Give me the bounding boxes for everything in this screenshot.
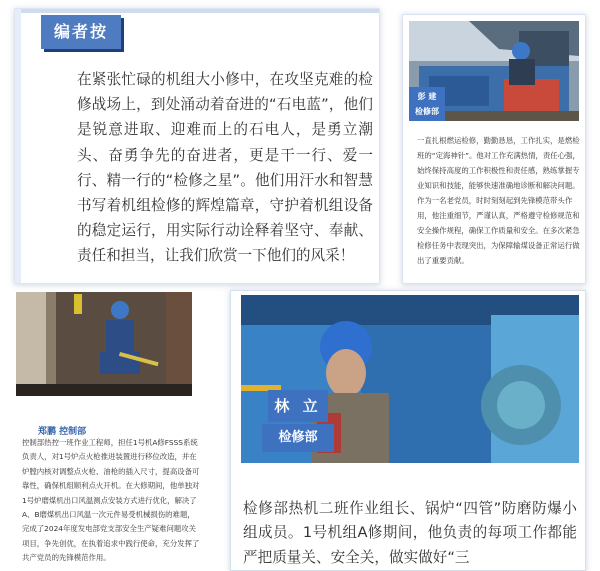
profile-name: 彭 建 bbox=[417, 92, 437, 101]
profile-card-peng-jian bbox=[402, 14, 586, 284]
profile-body: 控制部热控一班作业工程师，担任1号机A修FSSS系统负责人，对1号炉点火枪推进装置进行移位改造，并在炉膛内核对调整点火枪、油枪的插入尺寸，提高设备可靠性，确保机组顺利点火开机。在大修期间，他单独对1号炉磨煤机出口风温测点安装方式进行优化，解决了A、B磨煤机出口风温一次元件易受机械损伤的难题，完成了2024年度发电部党支部安全生产疑难问题攻关项目，争先创优，在执着追求中践行使命，充分发挥了共产党员的先锋模范作用。 bbox=[22, 438, 200, 563]
editor-note-title: 编者按 bbox=[41, 15, 121, 49]
editor-note-card bbox=[14, 8, 380, 284]
profile-body: 一直扎根燃运检修，勤勤恳恳，工作扎实，是燃检班的“定海神针”。他对工作充满热情，责任心强，始终保持高度的工作积极性和责任感，熟练掌握专业知识和技能，能够快速准确地诊断和解决问题。作为一名老党员，时时刻刻起到先锋模范带头作用，他注重细节，严谨认真，严格遵守检修规范和安全操作规程，确保工作质量和安全。在多次紧急检修任务中表现突出，为保障输煤设备正常运行做出了重要贡献。 bbox=[417, 136, 580, 265]
editor-note-body: 在紧张忙碌的机组大小修中，在攻坚克难的检修战场上，到处涌动着奋进的“石电蓝”，他们是锐意进取、迎难而上的石电人，是勇立潮头、奋勇争先的奋进者，更是干一行、爱一行、精一行的“检修之星”。他们用汗水和智慧书写着机组检修的辉煌篇章，守护着机组设备的稳定运行，用实际行动诠释着坚守、奉献、责任和担当，让我们欣赏一下他们的风采！ bbox=[77, 71, 373, 265]
profile-body: 检修部热机二班作业组长、锅炉“四管”防磨防爆小组成员。1号机组A修期间，他负责的每项工作都能严把质量关、安全关，做实做好“三 bbox=[243, 500, 577, 566]
worker-photo bbox=[16, 292, 192, 396]
card-accent-bar bbox=[15, 9, 379, 13]
profile-name: 林 立 bbox=[268, 390, 328, 422]
profile-dept: 检修部 bbox=[415, 107, 439, 116]
profile-name-dept: 郑鹏 控制部 bbox=[38, 427, 87, 437]
card-accent-side bbox=[15, 9, 21, 283]
name-tag bbox=[409, 87, 445, 121]
profile-dept: 检修部 bbox=[262, 424, 334, 452]
